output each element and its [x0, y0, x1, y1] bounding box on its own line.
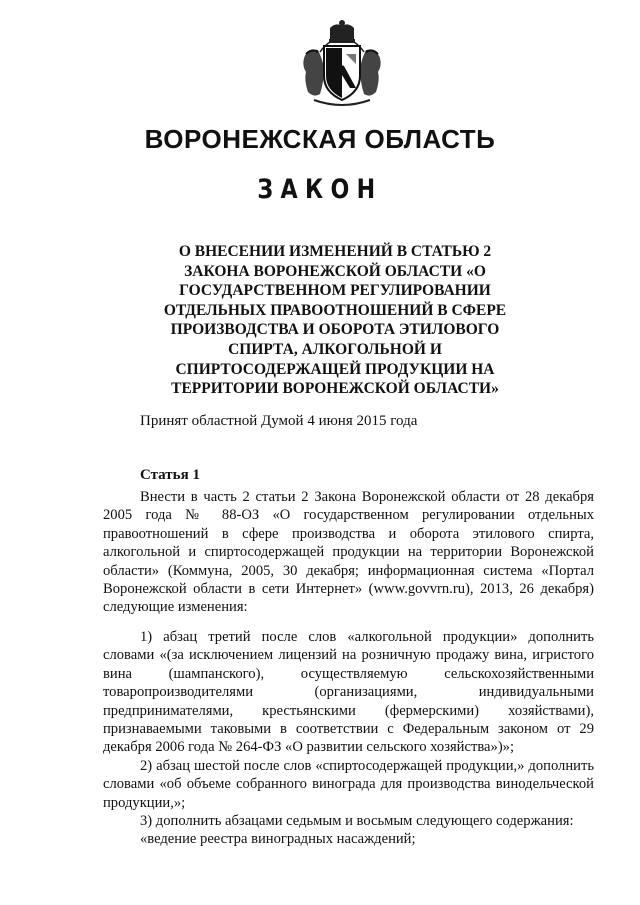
article-items — [103, 628, 594, 849]
list-item: «ведение реестра виноградных насаждений; — [140, 831, 416, 848]
title-line: ТЕРРИТОРИИ ВОРОНЕЖСКОЙ ОБЛАСТИ» — [171, 380, 499, 398]
article-intro — [103, 488, 594, 617]
paragraph: Внести в часть 2 статьи 2 Закона Воронежской области от 28 декабря 2005 года № 88-ОЗ «О государственном регулировании отдельных правоотношений в сфере производства и оборота этилового спирта, алкогольной и спиртосодержащей продукции на территории Воронежской области» (Коммуна, 2005, 30 декабря; информационная система «Портал Воронежской области в сети Интернет» (www.govvrn.ru), 2013, 26 декабря) следующие изменения: — [103, 489, 594, 616]
list-item: 2) абзац шестой после слов «спиртосодержащей продукции,» дополнить словами «об объеме собранного винограда для производства винодельческой продукции,»; — [103, 757, 594, 811]
title-line: СПИРТА, АЛКОГОЛЬНОЙ И — [228, 340, 442, 358]
title-line: ПРОИЗВОДСТВА И ОБОРОТА ЭТИЛОВОГО — [170, 321, 500, 339]
title-line: О ВНЕСЕНИИ ИЗМЕНЕНИЙ В СТАТЬЮ 2 — [178, 243, 492, 260]
title-line: ГОСУДАРСТВЕННОМ РЕГУЛИРОВАНИИ — [179, 282, 491, 300]
list-item: 1) абзац третий после слов «алкогольной продукции» дополнить словами «(за исключением лицензий на розничную продажу вина, игристого вина (шампанского), осуществляемую сельскохозяйственными товаропроизводителями (организациями, индивидуальными предпринимателями, крестьянскими (фермерскими) хозяйствами), признаваемыми таковыми в соответствии с Федеральным законом от 29 декабря 2006 года № 264-ФЗ «О развитии сельского хозяйства»)»; — [103, 629, 594, 756]
region-name: ВОРОНЕЖСКАЯ ОБЛАСТЬ — [144, 124, 496, 154]
law-title — [130, 242, 540, 399]
adoption-date: Принят областной Думой 4 июня 2015 года — [140, 413, 418, 429]
document-type: ЗАКОН — [257, 174, 383, 205]
title-line: ОТДЕЛЬНЫХ ПРАВООТНОШЕНИЙ В СФЕРЕ — [163, 301, 507, 319]
list-item: 3) дополнить абзацами седьмым и восьмым следующего содержания: — [140, 813, 574, 830]
title-line: СПИРТОСОДЕРЖАЩЕЙ ПРОДУКЦИИ НА — [175, 360, 495, 378]
title-line: ЗАКОНА ВОРОНЕЖСКОЙ ОБЛАСТИ «О — [184, 262, 486, 280]
article-heading: Статья 1 — [140, 467, 200, 483]
coat-of-arms-icon — [300, 18, 384, 110]
